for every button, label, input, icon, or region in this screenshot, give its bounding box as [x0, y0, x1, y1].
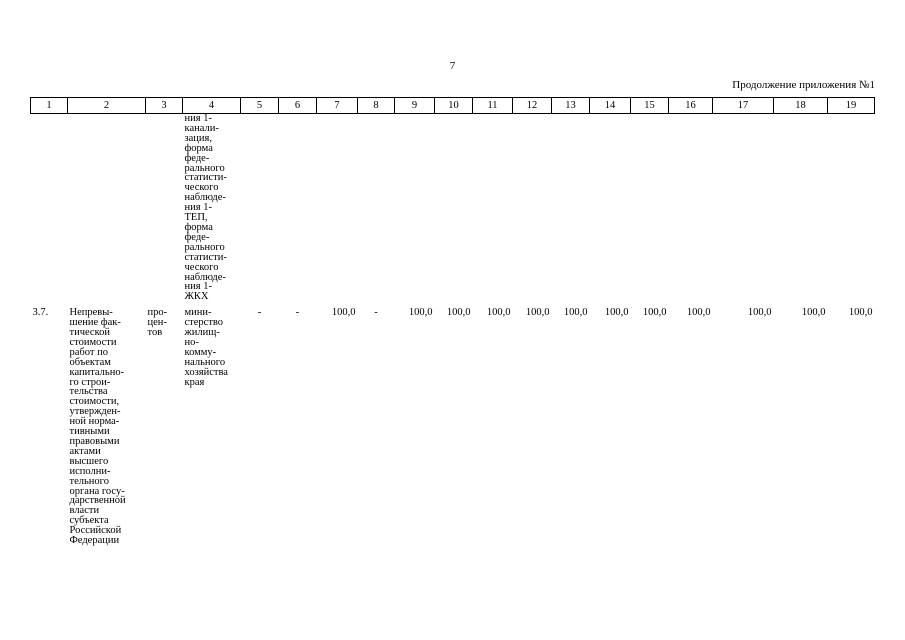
table-row — [31, 302, 875, 546]
data-source: мини- стерство жилищ- но- комму- нального хозяйства края — [184, 307, 228, 388]
value-cell: 100,0 — [486, 307, 511, 319]
column-header: 13 — [552, 98, 590, 114]
column-header: 8 — [358, 98, 395, 114]
value-cell: - — [374, 307, 378, 319]
indicators-table — [30, 97, 875, 546]
column-header: 10 — [435, 98, 473, 114]
column-header: 15 — [631, 98, 669, 114]
column-header: 2 — [68, 98, 146, 114]
indicator-name: Непревы- шение фак- тической стоимости работ по объектам капитально- го строи- тельства стоимости, утвержден- ной норма- тивными правовыми актами высшего исполни- тельного органа госу- дарственной власти субъекта Российской Федерации — [69, 307, 126, 547]
column-header: 16 — [669, 98, 713, 114]
column-header: 1 — [31, 98, 68, 114]
column-header: 5 — [241, 98, 279, 114]
column-header: 18 — [774, 98, 828, 114]
data-source-continuation: ния 1- канали- зация, форма феде- рального статисти- ческого наблюде- ния 1- ТЕП, форма феде- рального статисти- ческого наблюде- ния 1- ЖКХ — [184, 113, 227, 303]
value-cell: 100,0 — [642, 307, 667, 319]
unit-of-measure: про- цен- тов — [147, 307, 168, 339]
value-cell: 100,0 — [686, 307, 711, 319]
appendix-continuation-label: Продолжение приложения №1 — [732, 79, 875, 91]
value-cell: - — [257, 307, 262, 319]
value-cell: 100,0 — [446, 307, 471, 319]
column-header: 11 — [473, 98, 513, 114]
value-cell: 100,0 — [604, 307, 629, 319]
value-cell: 100,0 — [747, 307, 772, 319]
column-header: 9 — [395, 98, 435, 114]
value-cell: - — [295, 307, 300, 319]
column-header: 6 — [279, 98, 317, 114]
column-header: 7 — [317, 98, 358, 114]
value-cell: 100,0 — [563, 307, 588, 319]
page-number: 7 — [449, 60, 456, 72]
column-header: 12 — [513, 98, 552, 114]
value-cell: 100,0 — [408, 307, 433, 319]
value-cell: 100,0 — [331, 307, 356, 319]
column-header: 17 — [713, 98, 774, 114]
row-number: 3.7. — [32, 307, 49, 319]
value-cell: 100,0 — [848, 307, 873, 319]
value-cell: 100,0 — [525, 307, 550, 319]
column-header: 14 — [590, 98, 631, 114]
value-cell: 100,0 — [801, 307, 826, 319]
column-header: 19 — [828, 98, 875, 114]
continuation-row — [31, 114, 875, 303]
column-number-row — [31, 98, 875, 114]
column-header: 3 — [146, 98, 183, 114]
column-header: 4 — [183, 98, 241, 114]
